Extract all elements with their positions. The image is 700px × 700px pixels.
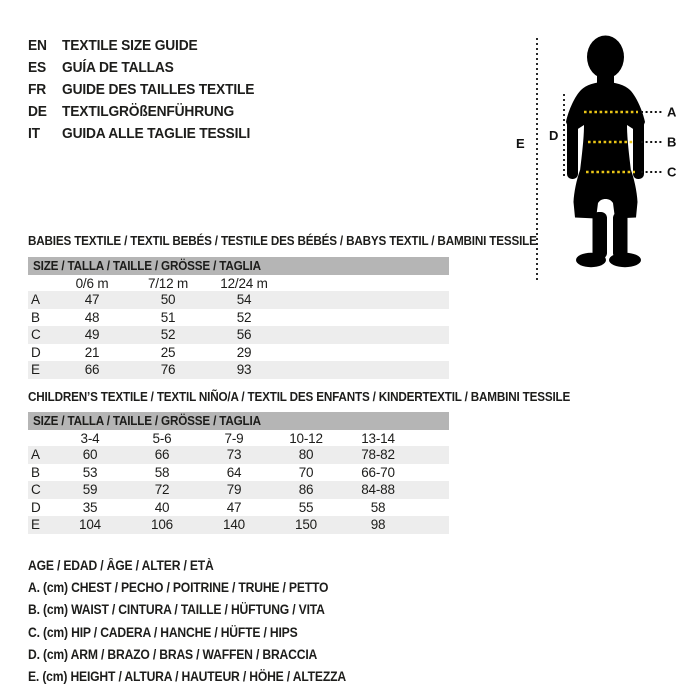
cell-value: 51	[160, 309, 176, 325]
children-col-header: 10-12	[289, 430, 323, 446]
lang-title: GUIDE DES TAILLES TEXTILE	[62, 80, 255, 98]
cell-value: 84-88	[361, 482, 395, 498]
table-row-e	[28, 516, 449, 534]
cell-value: 52	[160, 327, 176, 343]
cell-value: 50	[160, 292, 176, 308]
children-col-header: 13-14	[361, 430, 395, 446]
legend-item-height	[28, 665, 381, 687]
cell-value: 53	[82, 464, 98, 480]
children-size-table	[28, 430, 449, 534]
cell-value: 47	[84, 292, 100, 308]
cell-value: 59	[82, 482, 98, 498]
legend-item-waist	[28, 599, 381, 621]
figure-label-d: D	[549, 128, 559, 143]
lang-title: TEXTILGRÖßENFÜHRUNG	[62, 102, 235, 120]
lang-row-en	[28, 35, 254, 57]
legend-item-text: B. (cm) WAIST / CINTURA / TAILLE / HÜFTUNG / VITA	[28, 602, 325, 618]
cell-value: 78-82	[361, 447, 395, 463]
cell-value: 104	[79, 517, 101, 533]
row-label: A	[31, 447, 40, 463]
row-label: B	[31, 309, 40, 325]
legend-age	[28, 554, 381, 576]
figure-label-b: B	[667, 134, 677, 150]
row-label: E	[31, 362, 40, 378]
cell-value: 140	[223, 517, 245, 533]
lang-row-de	[28, 100, 254, 122]
cell-value: 70	[298, 464, 314, 480]
lang-row-es	[28, 57, 254, 79]
legend-item-text: E. (cm) HEIGHT / ALTURA / HAUTEUR / HÖHE / ALTEZZA	[28, 669, 346, 685]
babies-header-row	[28, 275, 449, 291]
children-col-header: 5-6	[152, 430, 172, 446]
measurement-diagram	[505, 30, 695, 288]
measurement-legend	[28, 554, 381, 688]
children-col-header: 7-9	[224, 430, 244, 446]
legend-item-chest	[28, 576, 381, 598]
row-label: C	[31, 482, 41, 498]
cell-value: 49	[84, 327, 100, 343]
row-label: A	[31, 292, 40, 308]
cell-value: 29	[236, 344, 252, 360]
lang-code: FR	[28, 80, 47, 98]
cell-value: 79	[226, 482, 242, 498]
cell-value: 58	[370, 499, 386, 515]
children-col-header: 3-4	[80, 430, 100, 446]
cell-value: 58	[154, 464, 170, 480]
row-label: D	[31, 344, 41, 360]
table-row-a	[28, 291, 449, 309]
table-row-b	[28, 309, 449, 327]
cell-value: 54	[236, 292, 252, 308]
cell-value: 21	[84, 344, 100, 360]
cell-value: 55	[298, 499, 314, 515]
babies-size-header-text: SIZE / TALLA / TAILLE / GRÖSSE / TAGLIA	[33, 258, 261, 273]
figure-label-c: C	[667, 164, 677, 180]
babies-col-header: 7/12 m	[147, 275, 189, 291]
children-header-row	[28, 430, 449, 446]
cell-value: 93	[236, 362, 252, 378]
cell-value: 106	[151, 517, 173, 533]
legend-item-text: C. (cm) HIP / CADERA / HANCHE / HÜFTE / HIPS	[28, 624, 298, 640]
child-silhouette-svg	[505, 30, 695, 288]
cell-value: 72	[154, 482, 170, 498]
table-row-d	[28, 499, 449, 517]
cell-value: 64	[226, 464, 242, 480]
legend-item-arm	[28, 643, 381, 665]
table-row-c	[28, 481, 449, 499]
babies-size-table	[28, 275, 449, 379]
lang-code: EN	[28, 37, 47, 55]
cell-value: 76	[160, 362, 176, 378]
legend-item-hip	[28, 621, 381, 643]
table-row-b	[28, 464, 449, 482]
cell-value: 73	[226, 447, 242, 463]
cell-value: 86	[298, 482, 314, 498]
babies-col-header: 0/6 m	[75, 275, 109, 291]
row-label: E	[31, 517, 40, 533]
figure-label-e: E	[516, 136, 525, 151]
lang-title: TEXTILE SIZE GUIDE	[62, 37, 198, 55]
legend-item-text: D. (cm) ARM / BRAZO / BRAS / WAFFEN / BRACCIA	[28, 646, 318, 662]
cell-value: 35	[82, 499, 98, 515]
lang-row-fr	[28, 79, 254, 101]
cell-value: 40	[154, 499, 170, 515]
cell-value: 80	[298, 447, 314, 463]
children-size-header-text: SIZE / TALLA / TAILLE / GRÖSSE / TAGLIA	[33, 413, 261, 428]
legend-item-text: A. (cm) CHEST / PECHO / POITRINE / TRUHE / PETTO	[28, 579, 329, 595]
children-size-header-bar	[28, 412, 449, 430]
cell-value: 66	[154, 447, 170, 463]
row-label: B	[31, 464, 40, 480]
row-label: D	[31, 499, 41, 515]
figure-label-a: A	[667, 104, 677, 120]
babies-title-text: BABIES TEXTILE / TEXTIL BEBÉS / TESTILE DES BÉBÉS / BABYS TEXTIL / BAMBINI TESSILE	[28, 233, 537, 248]
cell-value: 47	[226, 499, 242, 515]
cell-value: 66-70	[361, 464, 395, 480]
cell-value: 48	[84, 309, 100, 325]
cell-value: 66	[84, 362, 100, 378]
table-row-e	[28, 361, 449, 379]
legend-age-text: AGE / EDAD / ÂGE / ALTER / ETÀ	[28, 557, 214, 573]
cell-value: 60	[82, 447, 98, 463]
language-title-list	[28, 35, 274, 144]
lang-code: DE	[28, 102, 47, 120]
lang-title: GUÍA DE TALLAS	[62, 59, 174, 77]
babies-size-header-bar	[28, 257, 449, 275]
children-title-text: CHILDREN’S TEXTILE / TEXTIL NIÑO/A / TEXTIL DES ENFANTS / KINDERTEXTIL / BAMBINI TESSILE	[28, 389, 571, 404]
cell-value: 52	[236, 309, 252, 325]
table-row-c	[28, 326, 449, 344]
lang-code: ES	[28, 59, 47, 77]
babies-col-header: 12/24 m	[220, 275, 268, 291]
table-row-d	[28, 344, 449, 362]
babies-section-title	[28, 233, 593, 248]
cell-value: 150	[295, 517, 317, 533]
cell-value: 25	[160, 344, 176, 360]
children-section-title	[28, 389, 630, 404]
lang-row-it	[28, 122, 254, 144]
cell-value: 98	[370, 517, 386, 533]
lang-title: GUIDA ALLE TAGLIE TESSILI	[62, 124, 251, 142]
table-row-a	[28, 446, 449, 464]
cell-value: 56	[236, 327, 252, 343]
row-label: C	[31, 327, 41, 343]
lang-code: IT	[28, 124, 40, 142]
